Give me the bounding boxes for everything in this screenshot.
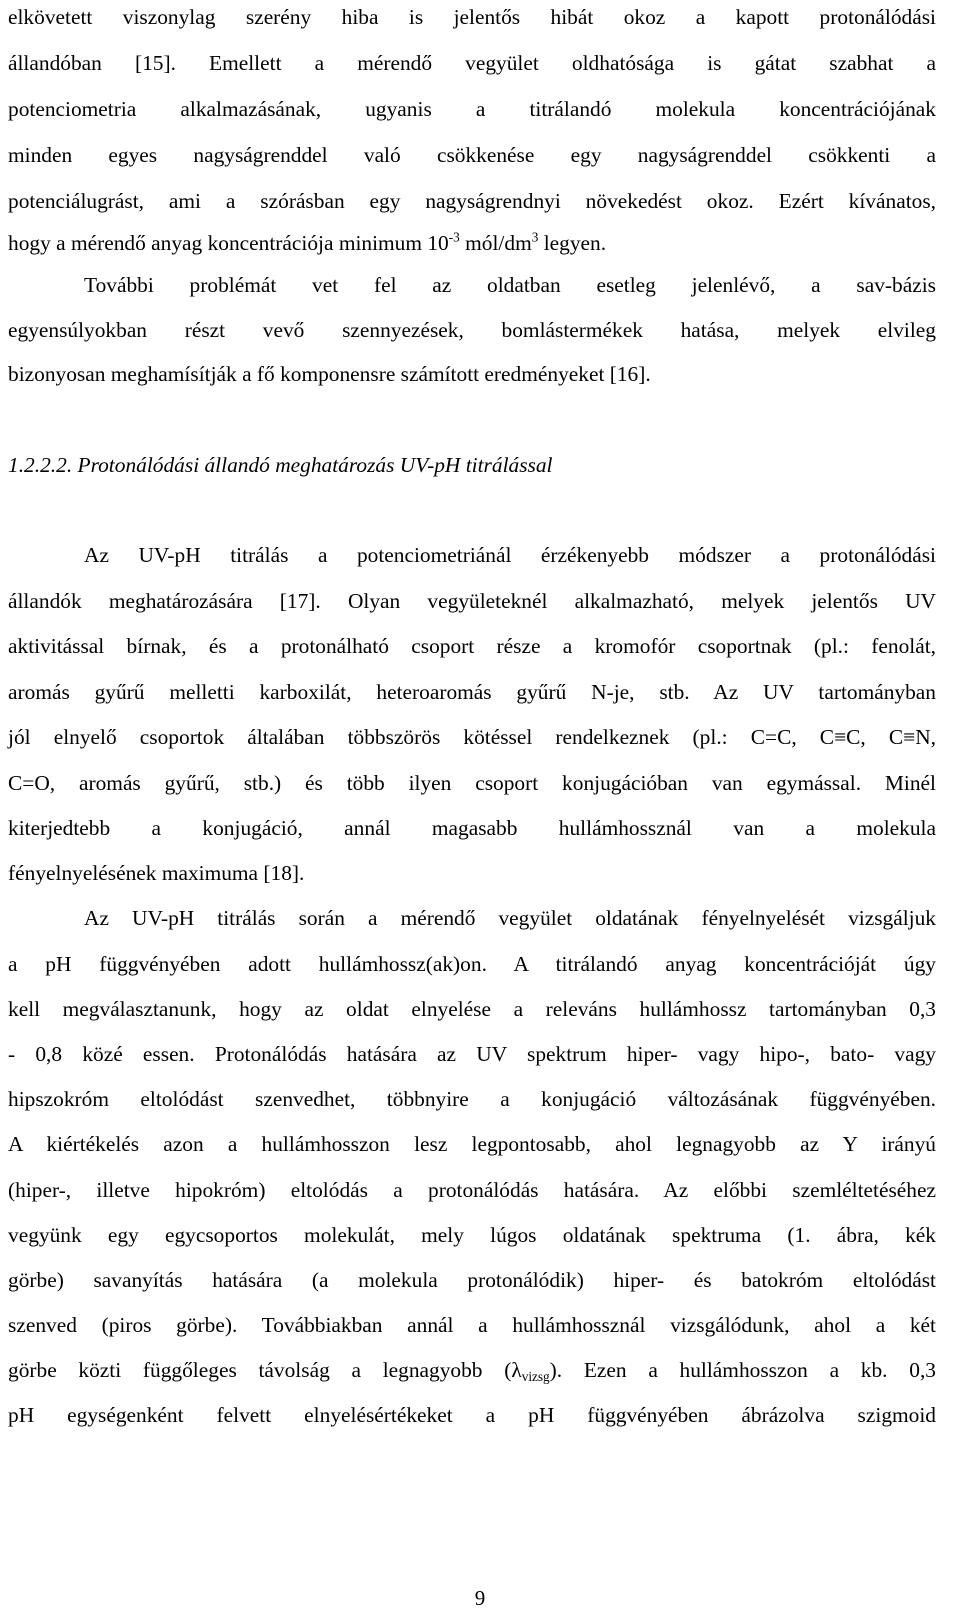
text-line [8,229,936,255]
text-span: hogy a mérendő anyag koncentrációja minimum 10 [8,231,449,255]
subscript: vizsg [521,1368,550,1384]
text-span: görbe közti függőleges távolság a legnagyobb (λ [8,1358,522,1382]
text-line: görbe) savanyítás hatására (a molekula protonálódik) hiper- és batokróm eltolódást [8,1268,936,1292]
section-heading: 1.2.2.2. Protonálódási állandó meghatározás UV-pH titrálással [8,453,553,477]
text-line: elkövetett viszonylag szerény hiba is jelentős hibát okoz a kapott protonálódási [8,5,936,29]
text-line: - 0,8 közé essen. Protonálódás hatására az UV spektrum hiper- vagy hipo-, bato- vagy [8,1042,936,1066]
text-line: jól elnyelő csoportok általában többszörös kötéssel rendelkeznek (pl.: C=C, C≡C, C≡N, [8,725,936,749]
text-line: (hiper-, illetve hipokróm) eltolódás a protonálódás hatására. Az előbbi szemléltetéséhez [8,1178,936,1202]
text-span: mól/dm [459,231,532,255]
text-line: A kiértékelés azon a hullámhosszon lesz legpontosabb, ahol legnagyobb az Y irányú [8,1132,936,1156]
text-line: potenciálugrást, ami a szórásban egy nagyságrendnyi növekedést okoz. Ezért kívánatos, [8,189,936,213]
text-line: További problémát vet fel az oldatban esetleg jelenlévő, a sav-bázis [84,273,936,297]
text-line: minden egyes nagyságrenddel való csökkenése egy nagyságrenddel csökkenti a [8,143,936,167]
text-line: bizonyosan meghamísítják a fő komponensre számított eredményeket [16]. [8,362,651,386]
text-line: a pH függvényében adott hullámhossz(ak)on. A titrálandó anyag koncentrációját úgy [8,952,936,976]
text-line [8,1358,936,1384]
text-line: állandók meghatározására [17]. Olyan vegyületeknél alkalmazható, melyek jelentős UV [8,589,936,613]
text-line: kell megválasztanunk, hogy az oldat elnyelése a releváns hullámhossz tartományban 0,3 [8,997,936,1021]
text-line: állandóban [15]. Emellett a mérendő vegyület oldhatósága is gátat szabhat a [8,51,936,75]
text-line: aktivitással bírnak, és a protonálható csoport része a kromofór csoportnak (pl.: fenolát, [8,634,936,658]
text-line: Az UV-pH titrálás a potenciometriánál érzékenyebb módszer a protonálódási [84,543,936,567]
text-line: kiterjedtebb a konjugáció, annál magasabb hullámhossznál van a molekula [8,816,936,840]
text-line: egyensúlyokban részt vevő szennyezések, bomlástermékek hatása, melyek elvileg [8,318,936,342]
superscript: 3 [531,229,539,245]
text-line: potenciometria alkalmazásának, ugyanis a titrálandó molekula koncentrációjának [8,97,936,121]
text-span: legyen. [538,231,607,255]
text-line: fényelnyelésének maximuma [18]. [8,861,305,885]
text-line: vegyünk egy egycsoportos molekulát, mely lúgos oldatának spektruma (1. ábra, kék [8,1223,936,1247]
text-line: C=O, aromás gyűrű, stb.) és több ilyen csoport konjugációban van egymással. Minél [8,771,936,795]
text-line: szenved (piros görbe). Továbbiakban annál a hullámhossznál vizsgálódunk, ahol a két [8,1313,936,1337]
text-line: hipszokróm eltolódást szenvedhet, többnyire a konjugáció változásának függvényében. [8,1087,936,1111]
superscript: -3 [448,229,460,245]
text-line: pH egységenként felvett elnyelésértékeket a pH függvényében ábrázolva szigmoid [8,1403,936,1427]
text-span: ). Ezen a hullámhosszon a kb. 0,3 [549,1358,936,1382]
text-line: Az UV-pH titrálás során a mérendő vegyület oldatának fényelnyelését vizsgáljuk [84,906,936,930]
page-number: 9 [474,1586,486,1610]
text-line: aromás gyűrű melletti karboxilát, heteroaromás gyűrű N-je, stb. Az UV tartományban [8,680,936,704]
